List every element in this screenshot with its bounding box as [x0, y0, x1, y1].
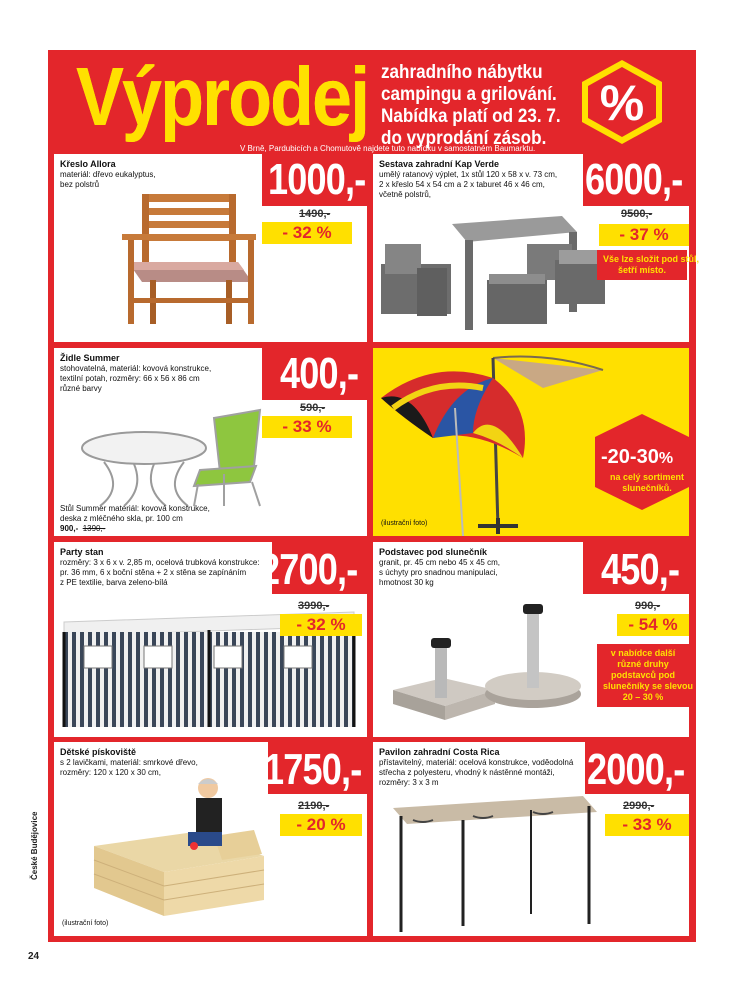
desc-line: s 2 lavičkami, materiál: smrkové dřevo,: [60, 758, 198, 767]
product-desc: [379, 170, 557, 200]
discount-badge: - 54 %: [617, 614, 689, 636]
desc-line: včetně polstrů,: [379, 190, 432, 199]
note-line: podstavců pod: [610, 670, 675, 680]
note-line: slunečníky se slevou: [603, 681, 694, 691]
pavilion-image: [383, 794, 603, 934]
desc-line: rozměry: 3 x 3 m: [379, 778, 439, 787]
wooden-chair-image: [114, 184, 264, 334]
product-desc: [60, 758, 198, 778]
desc-line: bez polstrů: [60, 180, 100, 189]
discount-badge: - 32 %: [262, 222, 352, 244]
discount-range: -20-30: [601, 446, 659, 468]
umbrella-image: [373, 348, 613, 536]
product-title: Dětské pískoviště: [60, 747, 137, 757]
flyer-frame: [48, 50, 700, 942]
percent-hexagon-icon: [578, 58, 666, 146]
desc-line: rozměry: 120 x 120 x 30 cm,: [60, 768, 161, 777]
desc-line: střecha z polyesteru, vhodný k nástěnné montáži,: [379, 768, 555, 777]
product-desc: [379, 758, 573, 788]
desc-line: Stůl Summer materiál: kovová konstrukce,: [60, 504, 210, 513]
desc-line: deska z mléčného skla, pr. 100 cm: [60, 514, 183, 523]
product-title: Podstavec pod slunečník: [379, 547, 488, 557]
old-price: 3990,-: [298, 600, 330, 612]
umbrella-base-image: [383, 594, 583, 734]
table-price: 900,-: [60, 524, 79, 533]
product-title: Sestava zahradní Kap Verde: [379, 159, 500, 169]
price: 6000,-: [585, 155, 683, 204]
sandbox-image: [84, 776, 284, 926]
header-note: V Brně, Pardubicích a Chomutově najdete tuto nabídku v samostatném Baumarktu.: [240, 144, 536, 153]
product-note: [597, 250, 700, 280]
price: 1000,-: [268, 155, 366, 204]
discount-badge: - 33 %: [262, 416, 352, 438]
table-desc: [60, 504, 210, 534]
discount-badge: - 32 %: [280, 614, 362, 636]
header-line: zahradního nábytku: [381, 62, 543, 83]
discount-badge: - 20 %: [280, 814, 362, 836]
table-old-price: 1390,-: [82, 524, 106, 533]
desc-line: přístavitelný, materiál: ocelová konstrukce, voděodolná: [379, 758, 574, 767]
page-number: 24: [28, 951, 40, 962]
product-desc: [60, 558, 260, 588]
desc-line: z PE textilie, barva zeleno-bílá: [60, 578, 168, 587]
header-line: do vyprodání zásob.: [381, 128, 547, 149]
old-price: 590,-: [300, 402, 326, 414]
desc-line: umělý ratanový výplet, 1x stůl 120 x 58 x v. 73 cm,: [379, 170, 558, 179]
discount-badge: - 33 %: [605, 814, 689, 836]
price: 2700,-: [260, 545, 358, 594]
desc-line: s úchyty pro snadnou manipulaci,: [379, 568, 498, 577]
desc-line: hmotnost 30 kg: [379, 578, 434, 587]
product-desc: [379, 558, 500, 588]
desc-line: textilní potah, rozměry: 66 x 56 x 86 cm: [60, 374, 200, 383]
note-line: Vše lze složit pod stůl,: [603, 254, 700, 264]
illustration-note: (ilustrační foto): [381, 520, 428, 527]
desc-line: rozměry: 3 x 6 x v. 2,85 m, ocelová trubková konstrukce:: [60, 558, 260, 567]
desc-line: granit, pr. 45 cm nebo 45 x 45 cm,: [379, 558, 500, 567]
header-line: campingu a grilování.: [381, 84, 557, 105]
product-podstavec[interactable]: [373, 542, 694, 737]
note-line: šetří místo.: [617, 265, 666, 275]
header-text: [381, 62, 570, 150]
price: 450,-: [601, 545, 680, 594]
sale-title: Výprodej: [76, 51, 369, 144]
store-location: České Budějovice: [30, 811, 39, 880]
promo-umbrellas[interactable]: [373, 348, 689, 536]
product-title: Křeslo Allora: [60, 159, 116, 169]
rattan-set-image: [377, 204, 613, 338]
desc-line: 2 x křeslo 54 x 54 cm a 2 x taburet 46 x 46 cm,: [379, 180, 545, 189]
note-line: v nabídce další: [610, 648, 676, 658]
product-note: [597, 644, 694, 707]
price: 400,-: [280, 349, 359, 398]
note-line: 20 – 30 %: [622, 692, 664, 702]
product-title: Pavilon zahradní Costa Rica: [379, 747, 500, 757]
desc-line: různé barvy: [60, 384, 102, 393]
old-price: 2190,-: [298, 800, 330, 812]
product-piskoviste[interactable]: [54, 742, 367, 936]
price: 2000,-: [587, 745, 685, 794]
product-allora[interactable]: [54, 154, 367, 342]
product-kapverde[interactable]: [373, 154, 700, 342]
note-line: slunečníků.: [622, 483, 672, 493]
umbrella-discount: [601, 446, 673, 469]
price: 1750,-: [264, 745, 362, 794]
umbrella-note: [605, 472, 689, 494]
note-line: různé druhy: [617, 659, 669, 669]
old-price: 9500,-: [621, 208, 653, 220]
table-chair-image: [74, 378, 274, 508]
product-partystan[interactable]: [54, 542, 367, 737]
product-title: Židle Summer: [60, 353, 120, 363]
percent-symbol: %: [599, 75, 645, 131]
illustration-note: (ilustrační foto): [62, 920, 109, 927]
table-price-line: [60, 524, 210, 534]
product-summer[interactable]: [54, 348, 367, 536]
old-price: 990,-: [635, 600, 661, 612]
desc-line: pr. 36 mm, 6 x boční stěna + 2 x stěna se zapínáním: [60, 568, 247, 577]
old-price: 2990,-: [623, 800, 655, 812]
note-line: na celý sortiment: [609, 472, 685, 482]
discount-badge: - 37 %: [599, 224, 689, 246]
header-line: Nabídka platí od 23. 7.: [381, 106, 561, 127]
flyer-header: [48, 50, 696, 153]
desc-line: stohovatelná, materiál: kovová konstrukce,: [60, 364, 212, 373]
percent-sign: %: [658, 450, 674, 467]
product-title: Party stan: [60, 547, 104, 557]
product-pavilon[interactable]: [373, 742, 689, 936]
desc-line: materiál: dřevo eukalyptus,: [60, 170, 156, 179]
old-price: 1490,-: [299, 208, 331, 220]
